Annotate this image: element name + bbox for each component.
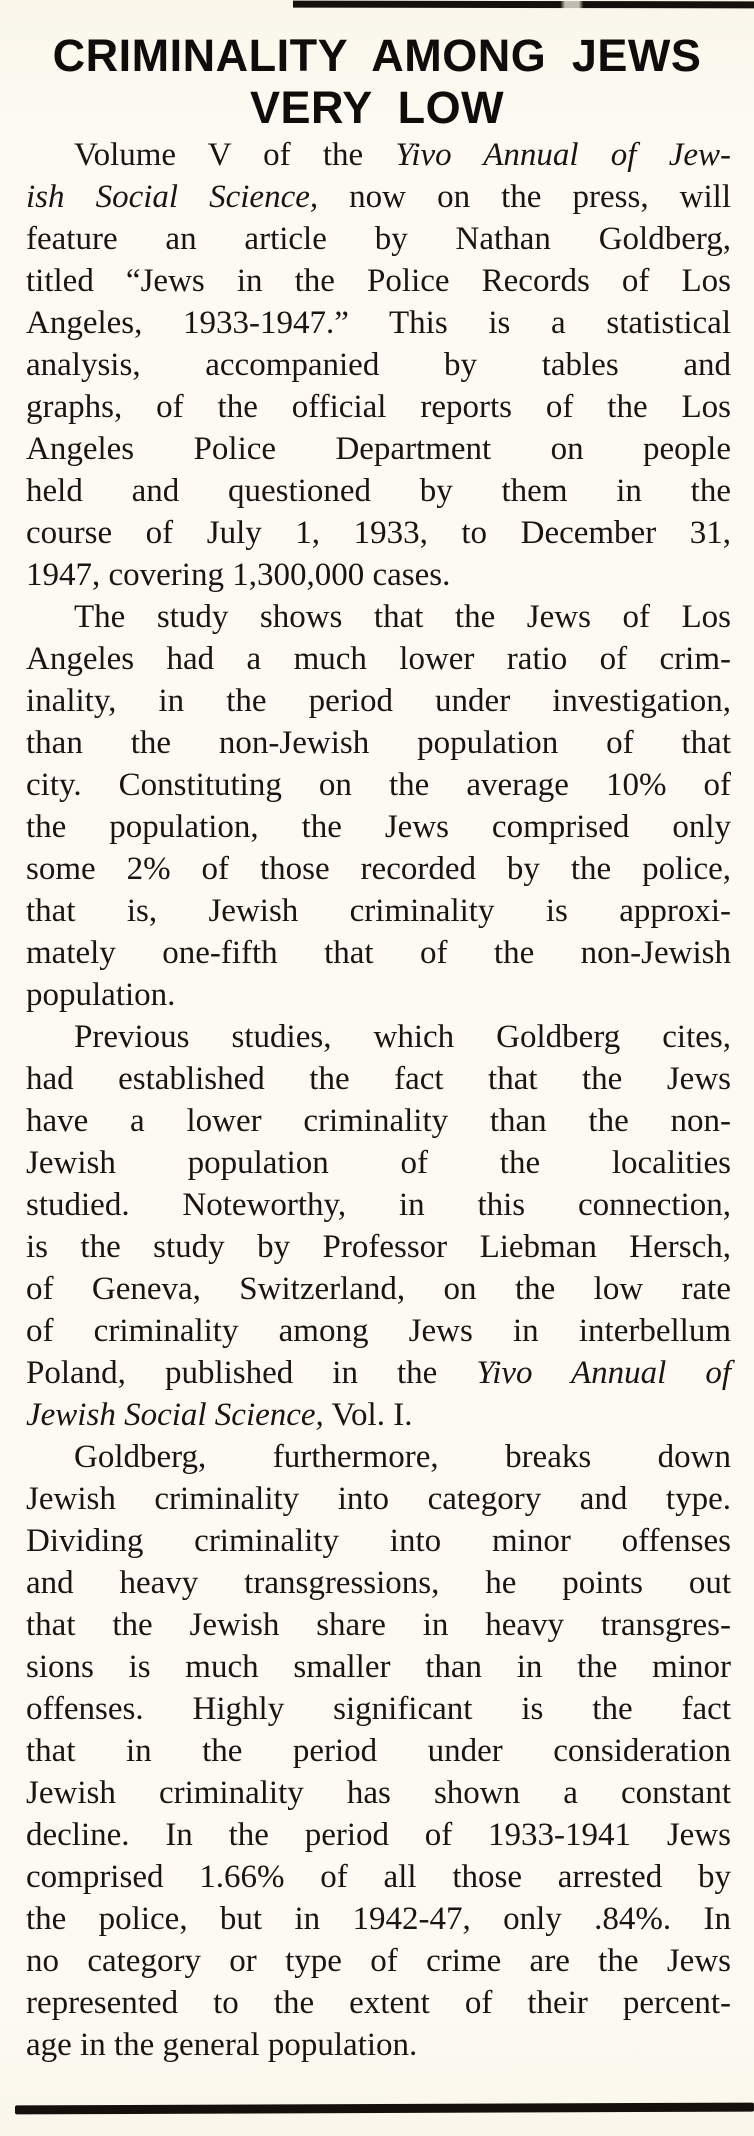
italic-text-segment: ish Social Science, — [26, 179, 319, 215]
scan-artifact-top — [293, 1, 754, 9]
text-segment: Poland, published in the — [26, 1355, 477, 1391]
text-segment: Jewish criminality has shown a constant — [26, 1775, 731, 1811]
text-segment: the police, but in 1942-47, only .84%. In — [26, 1901, 731, 1937]
text-segment: inality, in the period under investigation, — [26, 683, 731, 719]
text-segment: The study shows that the Jews of Los — [74, 599, 731, 635]
text-line — [26, 1982, 731, 2024]
text-line — [26, 1772, 731, 1814]
text-line — [26, 1310, 731, 1352]
text-line — [26, 806, 731, 848]
text-segment: have a lower criminality than the non- — [26, 1103, 731, 1139]
text-segment: mately one-fifth that of the non-Jewish — [26, 935, 731, 971]
text-segment: Jewish criminality into category and type. — [26, 1481, 731, 1517]
text-line — [26, 890, 731, 932]
text-segment: population. — [26, 977, 176, 1013]
text-line — [26, 764, 731, 806]
text-line — [26, 302, 731, 344]
text-segment: than the non-Jewish population of that — [26, 725, 731, 761]
text-segment: the population, the Jews comprised only — [26, 809, 731, 845]
text-line — [26, 1562, 731, 1604]
text-segment: and heavy transgressions, he points out — [26, 1565, 731, 1601]
text-line — [26, 134, 731, 176]
text-line — [26, 596, 731, 638]
text-segment: Angeles had a much lower ratio of crim- — [26, 641, 731, 677]
text-line — [26, 1226, 731, 1268]
text-line — [26, 1604, 731, 1646]
text-segment: of criminality among Jews in interbellum — [26, 1313, 731, 1349]
text-segment: Angeles, 1933-1947.” This is a statistical — [26, 305, 731, 341]
text-line — [26, 1814, 731, 1856]
text-line — [26, 1142, 731, 1184]
text-line — [26, 1268, 731, 1310]
text-line — [26, 722, 731, 764]
text-line — [26, 1184, 731, 1226]
text-segment: analysis, accompanied by tables and — [26, 347, 731, 383]
text-segment: Goldberg, furthermore, breaks down — [74, 1439, 731, 1475]
text-segment: Dividing criminality into minor offenses — [26, 1523, 731, 1559]
text-line — [26, 680, 731, 722]
text-line — [26, 470, 731, 512]
text-segment: graphs, of the official reports of the Los — [26, 389, 731, 425]
text-line — [26, 1688, 731, 1730]
text-line — [26, 218, 731, 260]
text-segment: represented to the extent of their percent- — [26, 1985, 731, 2021]
text-line — [26, 386, 731, 428]
headline-line-1: CRIMINALITY AMONG JEWS — [52, 30, 702, 81]
text-segment: 1947, covering 1,300,000 cases. — [26, 557, 451, 593]
text-segment: age in the general population. — [26, 2027, 418, 2063]
text-line — [26, 554, 731, 596]
article-headline — [24, 30, 730, 134]
paragraph — [26, 1436, 731, 2066]
text-line — [26, 1520, 731, 1562]
text-segment: Angeles Police Department on people — [26, 431, 731, 467]
text-line — [26, 512, 731, 554]
text-line — [26, 1016, 731, 1058]
article-body — [26, 134, 731, 2066]
text-line — [26, 974, 731, 1016]
text-segment: that the Jewish share in heavy transgres- — [26, 1607, 731, 1643]
text-line — [26, 176, 731, 218]
headline-line-2: VERY LOW — [249, 82, 505, 133]
text-line — [26, 932, 731, 974]
text-line — [26, 1058, 731, 1100]
text-segment: held and questioned by them in the — [26, 473, 731, 509]
text-line — [26, 2024, 731, 2066]
text-segment: city. Constituting on the average 10% of — [26, 767, 731, 803]
text-segment: titled “Jews in the Police Records of Los — [26, 263, 731, 299]
text-segment: decline. In the period of 1933-1941 Jews — [26, 1817, 731, 1853]
text-line — [26, 1352, 731, 1394]
text-segment: is the study by Professor Liebman Hersch, — [26, 1229, 731, 1265]
text-line — [26, 1394, 731, 1436]
text-segment: comprised 1.66% of all those arrested by — [26, 1859, 731, 1895]
paragraph — [26, 134, 731, 596]
text-segment: that is, Jewish criminality is approxi- — [26, 893, 731, 929]
text-segment: of Geneva, Switzerland, on the low rate — [26, 1271, 731, 1307]
text-line — [26, 1940, 731, 1982]
italic-text-segment: Jewish Social Science, — [26, 1397, 324, 1433]
text-segment: that in the period under consideration — [26, 1733, 731, 1769]
text-segment: offenses. Highly significant is the fact — [26, 1691, 731, 1727]
text-segment: some 2% of those recorded by the police, — [26, 851, 731, 887]
text-segment: now on the press, will — [318, 179, 731, 215]
text-line — [26, 1478, 731, 1520]
text-line — [26, 428, 731, 470]
text-line — [26, 1730, 731, 1772]
text-segment: Volume V of the — [74, 137, 396, 173]
text-segment: no category or type of crime are the Jews — [26, 1943, 731, 1979]
text-line — [26, 1436, 731, 1478]
text-segment: had established the fact that the Jews — [26, 1061, 731, 1097]
text-segment: Vol. I. — [323, 1397, 413, 1433]
text-line — [26, 344, 731, 386]
italic-text-segment: Yivo Annual of — [476, 1355, 731, 1391]
text-segment: Previous studies, which Goldberg cites, — [74, 1019, 731, 1055]
text-line — [26, 848, 731, 890]
paragraph — [26, 596, 731, 1016]
text-line — [26, 1100, 731, 1142]
bottom-rule — [15, 2103, 754, 2115]
italic-text-segment: Yivo Annual of Jew- — [395, 137, 731, 173]
text-line — [26, 260, 731, 302]
text-segment: sions is much smaller than in the minor — [26, 1649, 731, 1685]
paragraph — [26, 1016, 731, 1436]
text-segment: feature an article by Nathan Goldberg, — [26, 221, 731, 257]
text-segment: studied. Noteworthy, in this connection, — [26, 1187, 731, 1223]
text-line — [26, 638, 731, 680]
text-segment: course of July 1, 1933, to December 31, — [26, 515, 731, 551]
text-line — [26, 1898, 731, 1940]
text-line — [26, 1646, 731, 1688]
text-segment: Jewish population of the localities — [26, 1145, 731, 1181]
text-line — [26, 1856, 731, 1898]
